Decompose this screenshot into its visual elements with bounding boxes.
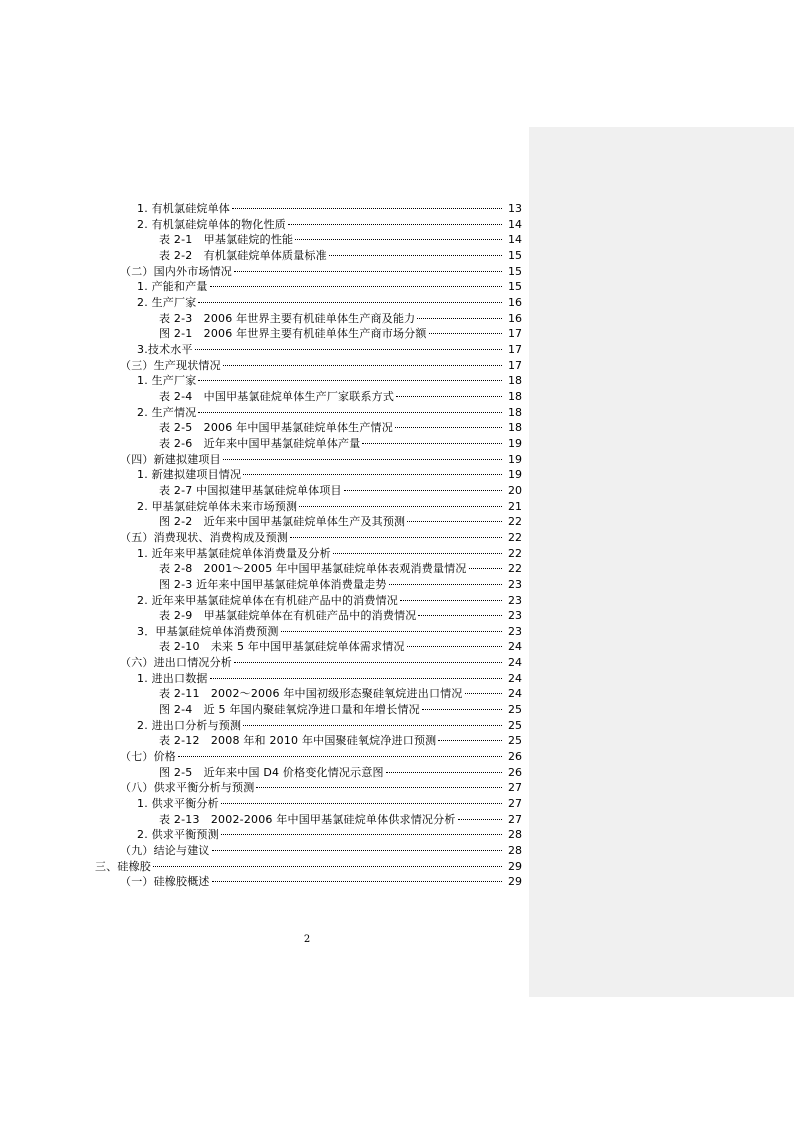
toc-entry-page: 25 xyxy=(508,734,522,748)
toc-entry-label: 表 2-11 2002～2006 年中国初级形态聚硅氧烷进出口情况 xyxy=(159,687,463,701)
toc-entry-label: （九）结论与建议 xyxy=(120,844,210,858)
toc-leader-dots xyxy=(295,239,502,240)
toc-entry-page: 14 xyxy=(508,217,522,231)
toc-entry-page: 18 xyxy=(508,421,522,435)
toc-entry[interactable] xyxy=(0,530,794,546)
toc-entry[interactable] xyxy=(0,389,794,405)
toc-entry[interactable] xyxy=(0,201,794,217)
toc-entry[interactable] xyxy=(0,248,794,264)
toc-leader-dots xyxy=(429,333,502,334)
toc-entry-label: 1. 进出口数据 xyxy=(137,671,208,685)
toc-entry-page: 28 xyxy=(508,844,522,858)
toc-leader-dots xyxy=(386,772,502,773)
toc-entry-label: （五）消费现状、消费构成及预测 xyxy=(120,530,288,544)
toc-entry-label: 2. 有机氯硅烷单体的物化性质 xyxy=(137,217,286,231)
toc-entry[interactable] xyxy=(0,593,794,609)
toc-entry[interactable] xyxy=(0,514,794,530)
toc-entry-label: 表 2-3 2006 年世界主要有机硅单体生产商及能力 xyxy=(159,311,416,325)
toc-leader-dots xyxy=(458,819,502,820)
toc-leader-dots xyxy=(389,584,502,585)
toc-entry-page: 27 xyxy=(508,797,522,811)
toc-entry-page: 27 xyxy=(508,812,522,826)
toc-entry-label: （二）国内外市场情况 xyxy=(120,264,232,278)
toc-entry-label: 表 2-8 2001～2005 年中国甲基氯硅烷单体表观消费量情况 xyxy=(159,562,467,576)
toc-entry-page: 17 xyxy=(508,342,522,356)
toc-entry[interactable] xyxy=(0,373,794,389)
toc-entry[interactable] xyxy=(0,546,794,562)
toc-leader-dots xyxy=(407,521,502,522)
toc-leader-dots xyxy=(299,506,502,507)
toc-leader-dots xyxy=(329,255,502,256)
toc-entry-label: （一）硅橡胶概述 xyxy=(120,875,210,889)
toc-entry-label: 2. 生产情况 xyxy=(137,405,197,419)
toc-leader-dots xyxy=(223,459,502,460)
toc-entry[interactable] xyxy=(0,420,794,436)
page-number: 2 xyxy=(303,934,311,945)
toc-leader-dots xyxy=(396,396,502,397)
toc-entry-page: 29 xyxy=(508,875,522,889)
toc-entry-page: 19 xyxy=(508,452,522,466)
toc-entry-label: 图 2-4 近 5 年国内聚硅氧烷净进口量和年增长情况 xyxy=(159,703,420,717)
toc-entry-page: 24 xyxy=(508,656,522,670)
toc-entry-page: 28 xyxy=(508,828,522,842)
toc-leader-dots xyxy=(178,756,502,757)
toc-entry-page: 20 xyxy=(508,483,522,497)
toc-entry-label: 图 2-5 近年来中国 D4 价格变化情况示意图 xyxy=(159,765,384,779)
toc-entry-label: 2. 进出口分析与预测 xyxy=(137,718,242,732)
toc-leader-dots xyxy=(212,881,502,882)
toc-leader-dots xyxy=(195,349,502,350)
toc-entry[interactable] xyxy=(0,671,794,687)
toc-leader-dots xyxy=(395,427,502,428)
toc-leader-dots xyxy=(223,365,502,366)
toc-entry-page: 24 xyxy=(508,687,522,701)
toc-entry[interactable] xyxy=(0,452,794,468)
toc-entry[interactable] xyxy=(0,358,794,374)
toc-leader-dots xyxy=(400,600,502,601)
toc-entry-label: 表 2-6 近年来中国甲基氯硅烷单体产量 xyxy=(159,436,361,450)
toc-entry[interactable] xyxy=(0,812,794,828)
toc-entry[interactable] xyxy=(0,577,794,593)
toc-entry[interactable] xyxy=(0,295,794,311)
toc-entry[interactable] xyxy=(0,232,794,248)
toc-entry[interactable] xyxy=(0,217,794,233)
toc-entry-label: 2. 生产厂家 xyxy=(137,295,197,309)
toc-entry[interactable] xyxy=(0,639,794,655)
toc-leader-dots xyxy=(198,380,502,381)
toc-entry-page: 23 xyxy=(508,593,522,607)
toc-entry[interactable] xyxy=(0,796,794,812)
toc-entry-page: 15 xyxy=(508,280,522,294)
toc-entry-page: 22 xyxy=(508,562,522,576)
toc-entry-page: 15 xyxy=(508,248,522,262)
toc-leader-dots xyxy=(407,646,502,647)
toc-leader-dots xyxy=(333,553,502,554)
toc-entry-page: 16 xyxy=(508,311,522,325)
toc-entry-label: （七）价格 xyxy=(120,750,176,764)
toc-entry[interactable] xyxy=(0,405,794,421)
toc-entry[interactable] xyxy=(0,342,794,358)
toc-entry[interactable] xyxy=(0,467,794,483)
toc-entry-label: 1. 产能和产量 xyxy=(137,280,208,294)
toc-entry[interactable] xyxy=(0,702,794,718)
toc-entry-label: 2. 供求平衡预测 xyxy=(137,828,219,842)
toc-entry[interactable] xyxy=(0,624,794,640)
toc-leader-dots xyxy=(256,787,502,788)
toc-entry-label: 表 2-5 2006 年中国甲基氯硅烷单体生产情况 xyxy=(159,421,393,435)
toc-entry-label: 1. 有机氯硅烷单体 xyxy=(137,202,230,215)
toc-entry[interactable] xyxy=(0,264,794,280)
toc-entry-page: 25 xyxy=(508,703,522,717)
toc-entry-page: 17 xyxy=(508,358,522,372)
toc-entry-label: 表 2-12 2008 年和 2010 年中国聚硅氧烷净进口预测 xyxy=(159,734,437,748)
toc-entry[interactable] xyxy=(0,483,794,499)
toc-leader-dots xyxy=(198,302,502,303)
toc-leader-dots xyxy=(221,834,502,835)
toc-leader-dots xyxy=(212,850,502,851)
toc-entry[interactable] xyxy=(0,686,794,702)
toc-entry[interactable] xyxy=(0,608,794,624)
toc-entry-page: 14 xyxy=(508,233,522,247)
toc-leader-dots xyxy=(438,740,502,741)
toc-entry[interactable] xyxy=(0,499,794,515)
toc-leader-dots xyxy=(417,318,502,319)
toc-entry[interactable] xyxy=(0,436,794,452)
toc-entry-label: 表 2-1 甲基氯硅烷的性能 xyxy=(159,233,294,247)
toc-entry-label: 1. 生产厂家 xyxy=(137,374,197,388)
toc-entry[interactable] xyxy=(0,733,794,749)
toc-entry-label: 表 2-13 2002-2006 年中国甲基氯硅烷单体供求情况分析 xyxy=(159,812,456,826)
toc-leader-dots xyxy=(469,568,502,569)
toc-entry-label: 3.技术水平 xyxy=(137,342,193,356)
toc-entry-label: 2. 甲基氯硅烷单体未来市场预测 xyxy=(137,499,298,513)
toc-leader-dots xyxy=(290,537,502,538)
toc-entry[interactable] xyxy=(0,311,794,327)
toc-entry-page: 16 xyxy=(508,295,522,309)
toc-entry[interactable] xyxy=(0,718,794,734)
toc-entry-page: 22 xyxy=(508,515,522,529)
toc-entry[interactable] xyxy=(0,749,794,765)
toc-entry-page: 26 xyxy=(508,750,522,764)
toc-entry-label: （四）新建拟建项目 xyxy=(120,452,221,466)
toc-leader-dots xyxy=(243,725,502,726)
toc-entry-label: 1. 新建拟建项目情况 xyxy=(137,468,242,482)
toc-entry-page: 23 xyxy=(508,609,522,623)
toc-entry-page: 22 xyxy=(508,530,522,544)
toc-entry-label: 表 2-7 中国拟建甲基氯硅烷单体项目 xyxy=(159,483,342,497)
toc-entry-label: （六）进出口情况分析 xyxy=(120,656,232,670)
toc-entry[interactable] xyxy=(0,843,794,859)
toc-entry-label: 三、硅橡胶 xyxy=(95,859,151,873)
toc-leader-dots xyxy=(281,631,502,632)
toc-entry-page: 13 xyxy=(508,202,522,215)
toc-leader-dots xyxy=(344,490,502,491)
toc-entry[interactable] xyxy=(0,279,794,295)
toc-entry-page: 25 xyxy=(508,718,522,732)
toc-entry-page: 18 xyxy=(508,405,522,419)
toc-entry-label: 1. 供求平衡分析 xyxy=(137,797,219,811)
toc-leader-dots xyxy=(153,866,502,867)
toc-entry[interactable] xyxy=(0,655,794,671)
toc-entry-page: 17 xyxy=(508,327,522,341)
toc-entry-label: 图 2-3 近年来中国甲基氯硅烷单体消费量走势 xyxy=(159,577,387,591)
toc-entry-label: 图 2-1 2006 年世界主要有机硅单体生产商市场分额 xyxy=(159,327,427,341)
toc-leader-dots xyxy=(198,412,502,413)
toc-leader-dots xyxy=(418,615,502,616)
toc-entry-page: 23 xyxy=(508,624,522,638)
toc-entry-page: 24 xyxy=(508,640,522,654)
toc-entry-page: 19 xyxy=(508,436,522,450)
toc-entry-page: 21 xyxy=(508,499,522,513)
toc-leader-dots xyxy=(210,286,502,287)
toc-entry-label: 3．甲基氯硅烷单体消费预测 xyxy=(137,624,279,638)
toc-leader-dots xyxy=(210,678,502,679)
toc-entry[interactable] xyxy=(0,765,794,781)
toc-leader-dots xyxy=(362,443,502,444)
toc-entry[interactable] xyxy=(0,827,794,843)
toc-leader-dots xyxy=(234,271,502,272)
toc-entry-page: 26 xyxy=(508,765,522,779)
toc-leader-dots xyxy=(221,803,502,804)
toc-entry[interactable] xyxy=(0,874,794,890)
toc-entry[interactable] xyxy=(0,780,794,796)
toc-entry-label: 表 2-4 中国甲基氯硅烷单体生产厂家联系方式 xyxy=(159,389,395,403)
toc-entry-label: 2. 近年来甲基氯硅烷单体在有机硅产品中的消费情况 xyxy=(137,593,398,607)
toc-entry[interactable] xyxy=(0,859,794,875)
toc-entry-page: 24 xyxy=(508,671,522,685)
toc-leader-dots xyxy=(234,662,502,663)
toc-leader-dots xyxy=(422,709,502,710)
toc-entry-page: 22 xyxy=(508,546,522,560)
toc-entry-label: 表 2-10 未来 5 年中国甲基氯硅烷单体需求情况 xyxy=(159,640,405,654)
toc-entry-label: （三）生产现状情况 xyxy=(120,358,221,372)
toc-entry-page: 15 xyxy=(508,264,522,278)
toc-entry-page: 29 xyxy=(508,859,522,873)
toc-entry-page: 18 xyxy=(508,374,522,388)
toc-leader-dots xyxy=(232,208,502,209)
toc-entry-page: 19 xyxy=(508,468,522,482)
toc-entry-page: 27 xyxy=(508,781,522,795)
toc-entry-label: （八）供求平衡分析与预测 xyxy=(120,781,255,795)
toc-entry-page: 18 xyxy=(508,389,522,403)
toc-leader-dots xyxy=(288,224,502,225)
toc-leader-dots xyxy=(465,693,502,694)
toc-leader-dots xyxy=(243,474,502,475)
toc-entry[interactable] xyxy=(0,326,794,342)
toc-entry-page: 23 xyxy=(508,577,522,591)
toc-entry-label: 1. 近年来甲基氯硅烷单体消费量及分析 xyxy=(137,546,331,560)
toc-entry-label: 表 2-2 有机氯硅烷单体质量标准 xyxy=(159,248,327,262)
toc-entry-label: 表 2-9 甲基氯硅烷单体在有机硅产品中的消费情况 xyxy=(159,609,417,623)
toc-entry-label: 图 2-2 近年来中国甲基氯硅烷单体生产及其预测 xyxy=(159,515,406,529)
toc-entry[interactable] xyxy=(0,561,794,577)
